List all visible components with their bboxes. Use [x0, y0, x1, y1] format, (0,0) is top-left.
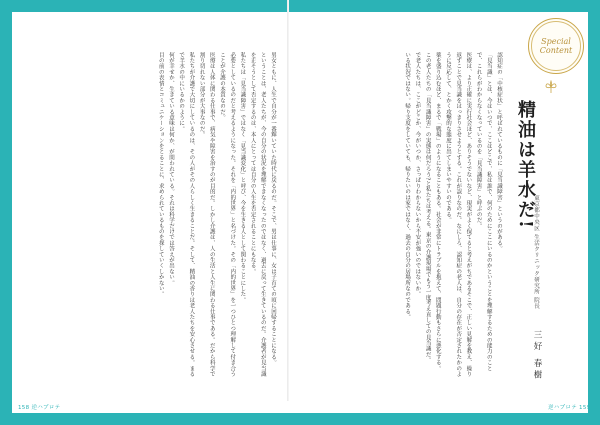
paragraph: 必要としているのだと考えるようになった。それを「内的世界」と名づけた。その「内的世界」を一つひとつ理解して付き合うことが介護の本質なのだ。 — [218, 52, 236, 377]
paragraph: 何が幸せか、生きている意味は何か、が問われている。それは科学だけでは答えが出ない。 — [167, 52, 174, 286]
paragraph: 男女ともに、人生で自分が一番輝いていた時代に戻るのだ。そこで、男は仕事に、女は子育ての頃に回帰することになる。 — [270, 52, 276, 366]
left-page-body — [28, 52, 278, 382]
paragraph: ということは、老人たちが、今の自分の状況を理解できなくなったのではなく、過去に戻って生きているのだ。介護者が見当識を正そうとして否定するのは、本人にとっては自分の人生を否定されることにもなる。 — [249, 52, 266, 377]
paragraph: 「見当識」とは、今はいつで、ここはどこで、私は誰で、何のためにここにいるのかということを理解するための能力のことで、これらがわからなくなっているのを「見当識障害」と呼ぶのだ。 — [475, 52, 492, 372]
badge-line-2: Content — [539, 46, 573, 55]
paragraph: 薬を盛り込むほど、まるで「戦場」のようになることもある。社会が非常にトラブルを抱えて、問題行動もさらに悪化する。 — [434, 52, 441, 372]
page-number-left: 158 逆ハプロテ — [18, 405, 61, 411]
page-gutter — [287, 0, 289, 401]
byline-author: 三好 春樹 — [532, 330, 542, 382]
page-number-right: 逆ハプロテ 159 — [548, 405, 591, 411]
flower-icon — [543, 80, 559, 94]
paragraph: 私たちが介護で大切にしているのは、その人がその人らしく生きることだ。そして、精油の香りは老人たちを安心させる。まるで羊水の中にいるかのように。 — [178, 52, 195, 377]
paragraph: いる状況ではない。帰り支度をしていても、帰りたいのは家ではなく、過去の自分の居場所なのである。 — [404, 52, 411, 320]
paragraph: 医療は、より正確に実行社会ほど、ありそうでないなど、現実がよく保てると考えがちであるそこで、正しい見解を教え、繰り返すことで見当識をはっきりさせようとする。これが誤りなのだ。なにしろ、認知症の老人は、自分の存在が否定されたかのように反応して、とかく攻撃的な態度に出てしまいやすいのである。 — [444, 52, 472, 377]
badge-ring — [531, 21, 581, 71]
paragraph: 医療は人体に関わる仕事で、病気や障害を治すのが目的だ。しかし介護は、人の生活と人生に関わる仕事である。だから科学で割り切れない部分が大事なのだ。 — [198, 52, 215, 377]
badge-line-1: Special — [541, 37, 571, 46]
right-page-body — [300, 52, 504, 382]
paragraph: この老人たちの「見当識障害」の実態は何だろう?と私たちは考える。東京の介護現場でもう一度考え直しての見当識だ。 — [424, 52, 431, 363]
byline-affiliation: 東京都中央区 生活クリニック研究所 院長 — [533, 195, 539, 310]
paragraph: 私たちは「見当識障害」ではなく「見当識変化」と呼び、今を生きる人として関わることにした。 — [239, 52, 246, 303]
paragraph: で老人たちは、ここがどこか、今がいつか、さっぱりわからないから不安が強いのではないか。 — [414, 52, 421, 298]
paragraph: 認知症の「中核症状」と呼ばれているものに「見当識障害」というのがある。 — [496, 52, 502, 252]
paragraph: 目の前の表情とコミュニケーションをとることに、求められているものを探していくしかない。 — [157, 52, 164, 298]
article-title: 精油は羊水だ! — [515, 100, 536, 230]
